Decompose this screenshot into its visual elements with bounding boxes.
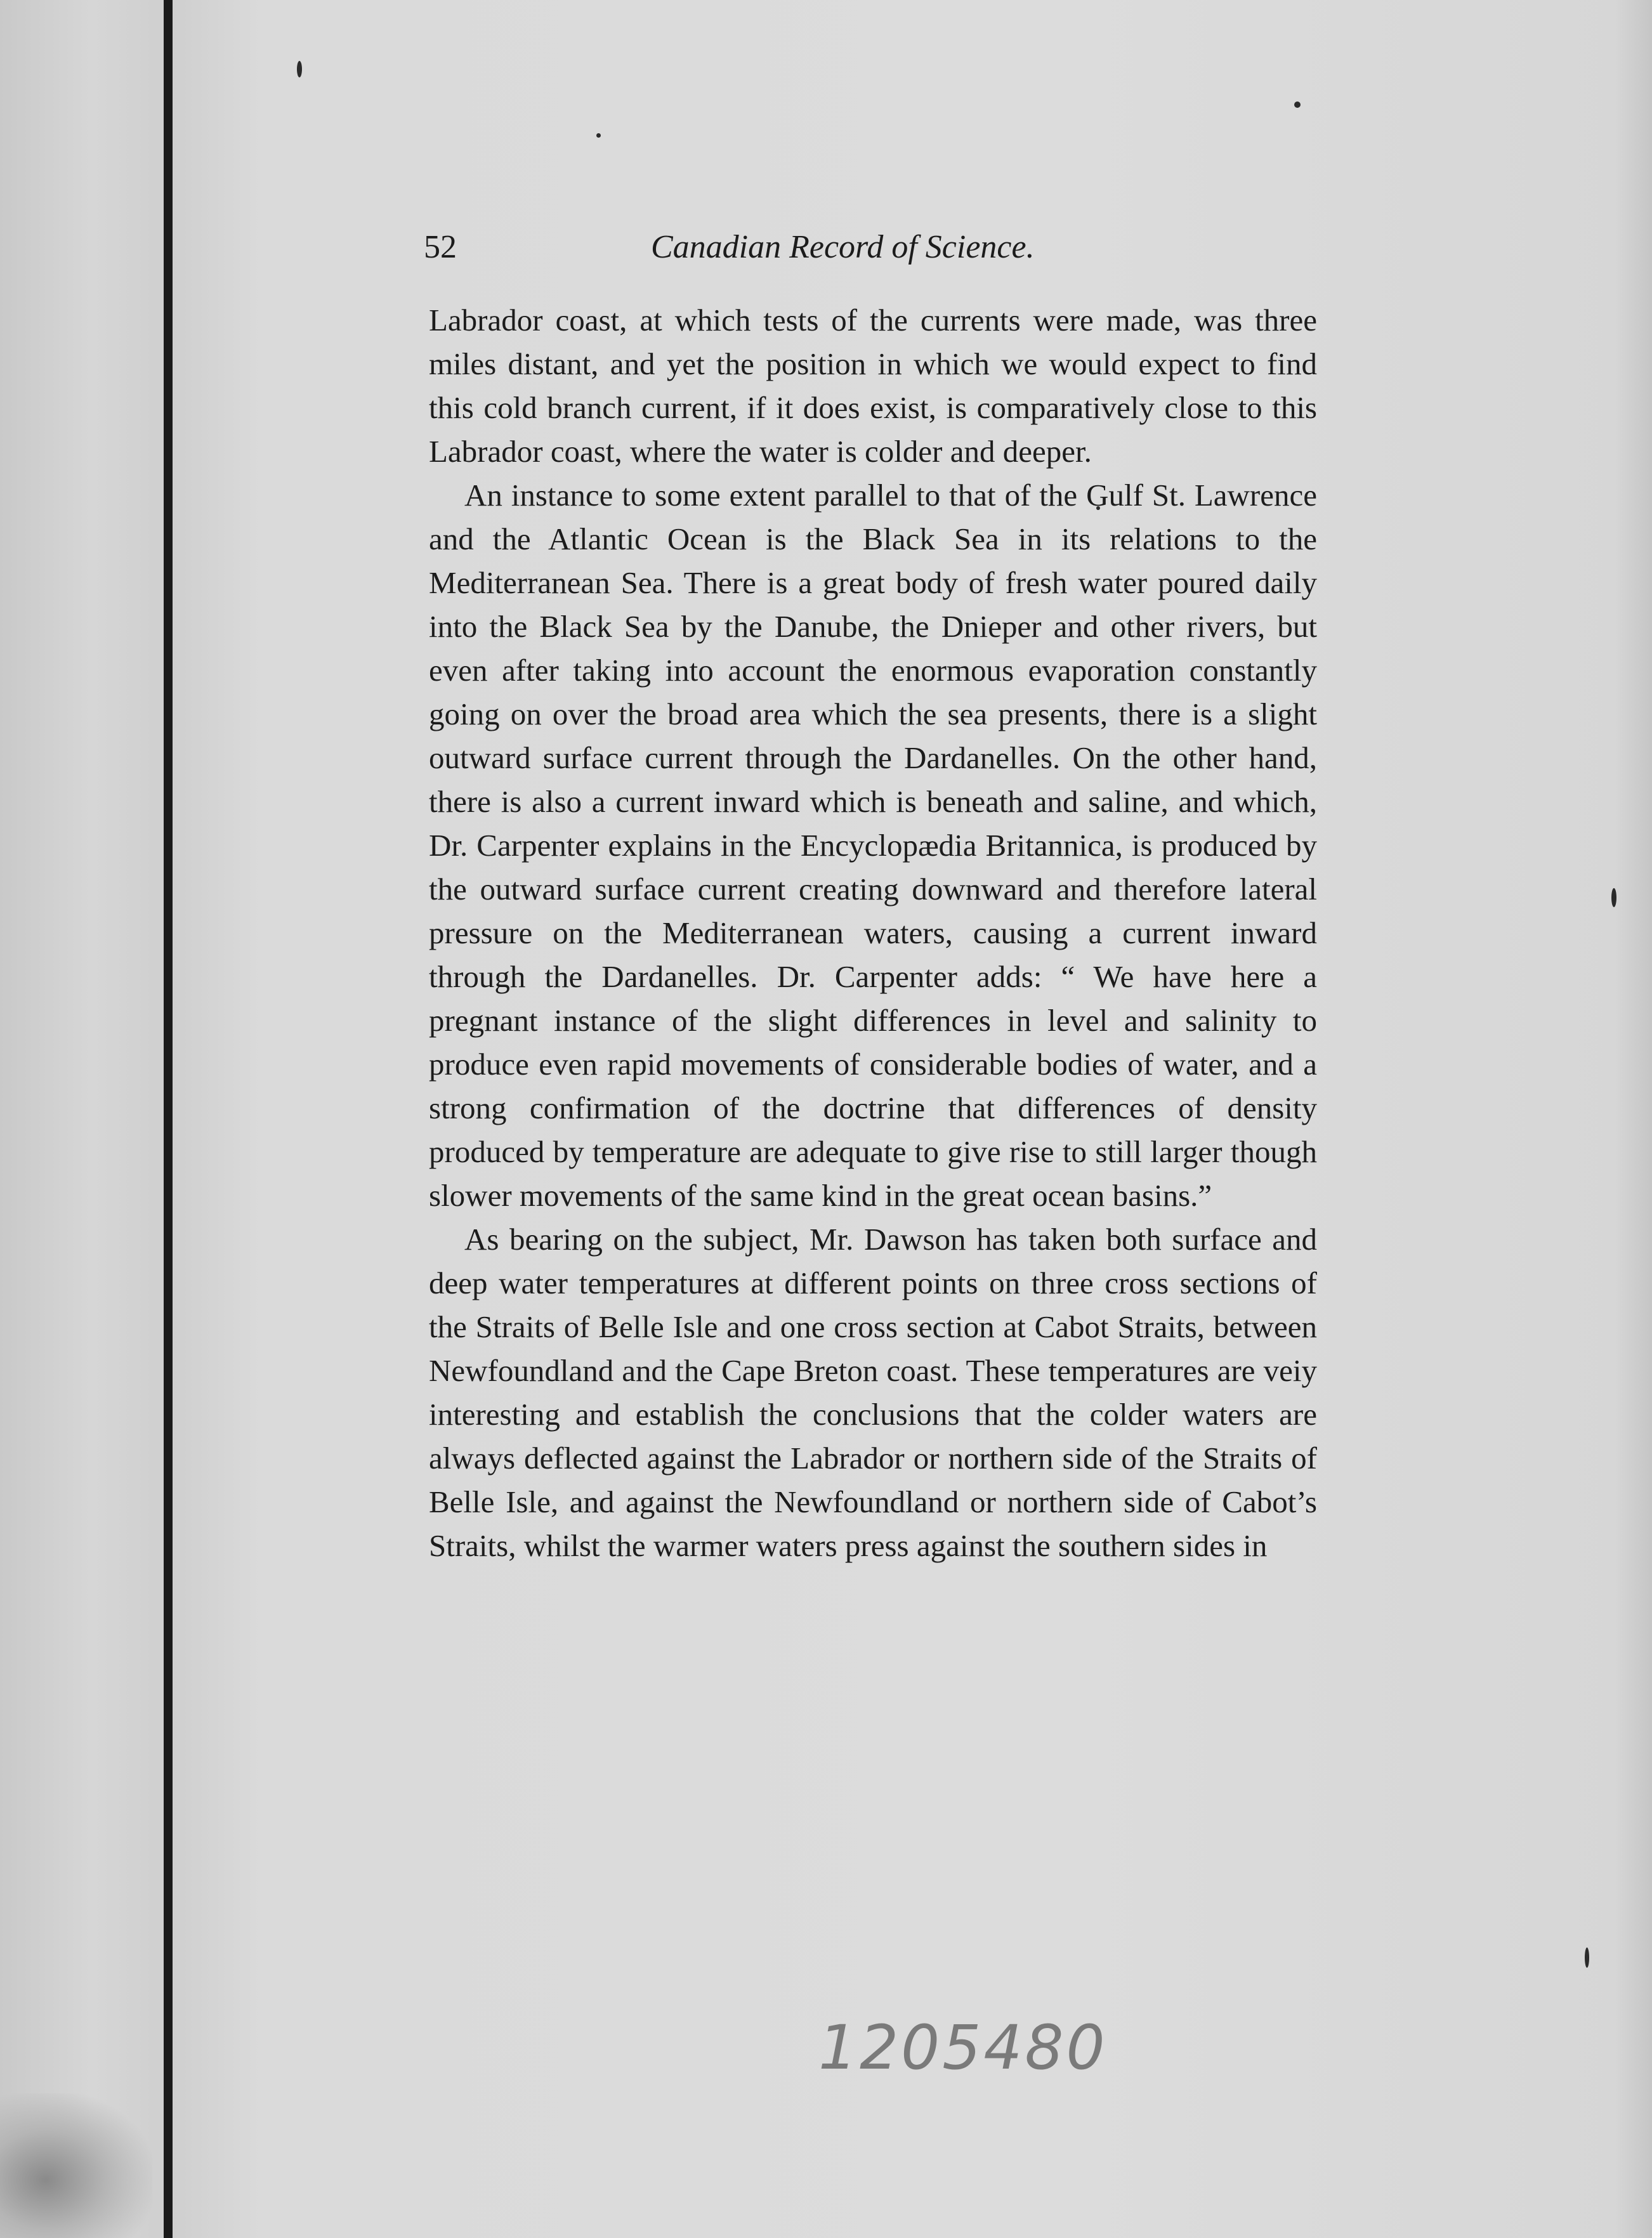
- handwritten-catalog-number: 1205480: [818, 2012, 1108, 2083]
- scan-speck: [1294, 101, 1301, 108]
- corner-stain: [0, 2093, 152, 2238]
- page-header: [424, 228, 1325, 274]
- binding-gutter: [164, 0, 173, 2238]
- scan-speck: [596, 133, 601, 138]
- facing-page-edge: [0, 0, 166, 2238]
- scan-speck: [1585, 1947, 1589, 1968]
- scan-speck: [1611, 888, 1616, 907]
- running-title: Canadian Record of Science.: [651, 229, 1035, 265]
- body-text: [429, 298, 1317, 1567]
- scan-speck: [297, 61, 302, 77]
- paragraph: As bearing on the subject, Mr. Dawson has taken both surface and deep water temperatures at different points on three cross sections of the Straits of Belle Isle and one cross section at Cabot Straits, between Newfoundland and the Cape Breton coast. These temperatures are veiy interesting and establish the conclusions that the colder waters are always deflected against the Labrador or northern side of the Straits of Belle Isle, and against the Newfoundland or northern side of Cabot’s Straits, whilst the warmer waters press against the southern sides in: [429, 1222, 1317, 1563]
- page-right-edge-shadow: [1614, 0, 1652, 2238]
- paragraph: Labrador coast, at which tests of the currents were made, was three miles distant, and yet the position in which we would expect to find this cold branch current, if it does exist, is comparatively close to this Labrador coast, where the water is colder and deeper.: [429, 303, 1317, 469]
- page-number: 52: [424, 229, 457, 265]
- paragraph: An instance to some extent parallel to that of the Gulf St. Lawrence and the Atlantic Ocean is the Black Sea in its relations to the Mediterranean Sea. There is a great body of fresh water poured daily into the Black Sea by the Danube, the Dnieper and other rivers, but even after taking into account the enormous evaporation constantly going on over the broad area which the sea presents, there is a slight outward surface current through the Dardanelles. On the other hand, there is also a current inward which is beneath and saline, and which, Dr. Carpenter explains in the Encyclopædia Britannica, is produced by the outward surface current creating downward and therefore lateral pressure on the Mediterranean waters, causing a current inward through the Dardanelles. Dr. Carpenter adds: “ We have here a pregnant instance of the slight differences in level and salinity to produce even rapid movements of considerable bodies of water, and a strong confirmation of the doctrine that differences of density produced by temperature are adequate to give rise to still larger though slower movements of the same kind in the great ocean basins.”: [429, 478, 1317, 1213]
